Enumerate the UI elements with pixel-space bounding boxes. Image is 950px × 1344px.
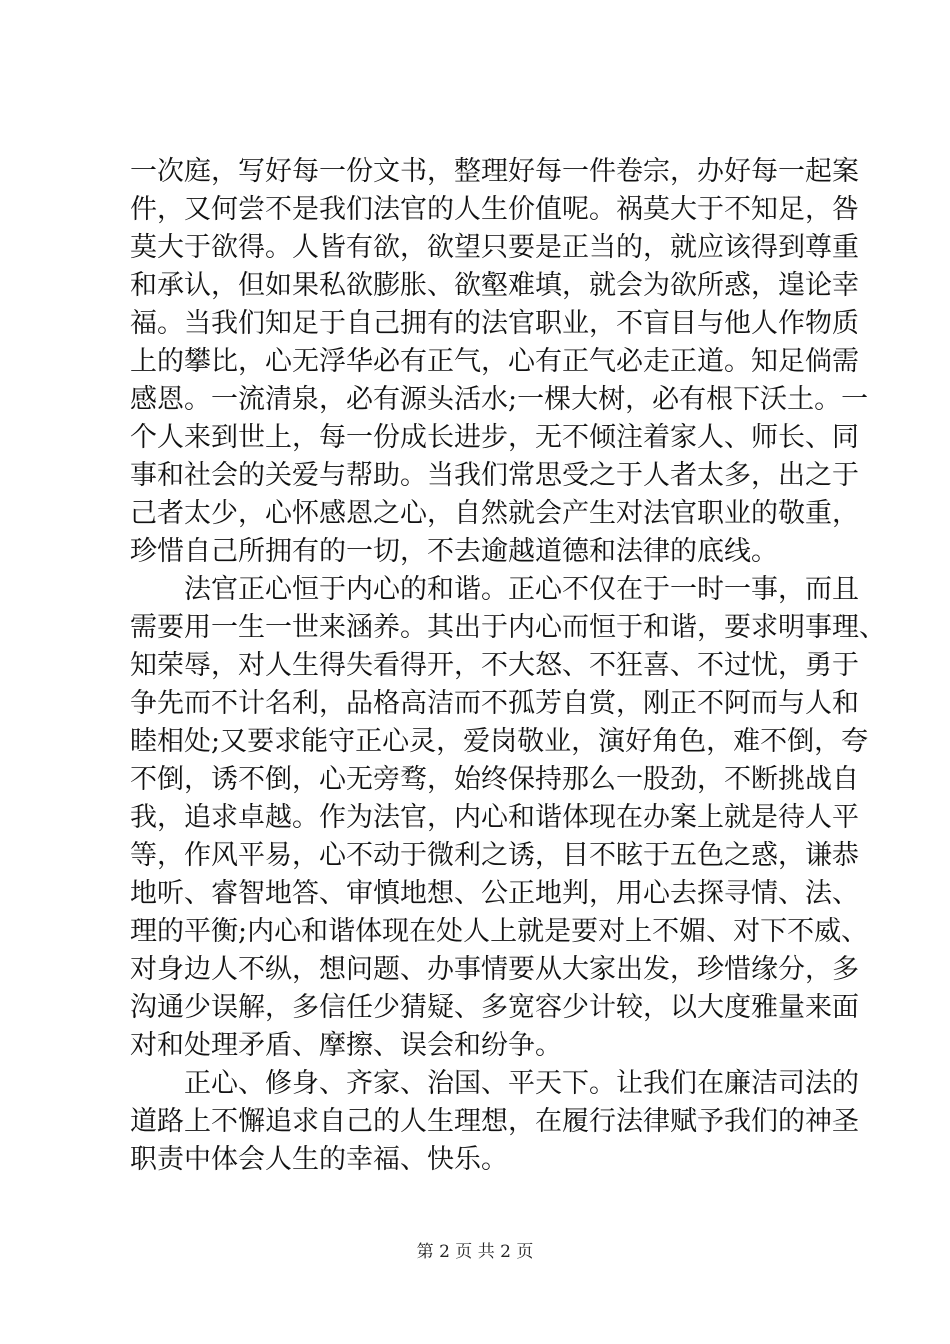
text-line: 对和处理矛盾、摩擦、误会和纷争。 [130,1030,562,1061]
text-line: 事和社会的关爱与帮助。当我们常思受之于人者太多，出之于 [130,460,859,491]
text-line: 感恩。一流清泉，必有源头活水;一棵大树，必有根下沃土。一 [130,384,869,415]
text-line: 正心、修身、齐家、治国、平天下。让我们在廉洁司法的 [130,1068,859,1099]
text-line: 地听、睿智地答、审慎地想、公正地判，用心去探寻情、法、 [130,878,859,909]
text-line: 个人来到世上，每一份成长进步，无不倾注着家人、师长、同 [130,422,859,453]
text-line: 件，又何尝不是我们法官的人生价值呢。祸莫大于不知足，咎 [130,194,859,225]
text-line: 对身边人不纵，想问题、办事情要从大家出发，珍惜缘分，多 [130,954,859,985]
text-line: 职责中体会人生的幸福、快乐。 [130,1144,508,1175]
document-body [130,153,886,1179]
text-line: 沟通少误解，多信任少猜疑、多宽容少计较，以大度雅量来面 [130,992,859,1023]
text-line: 我，追求卓越。作为法官，内心和谐体现在办案上就是待人平 [130,802,859,833]
text-line: 道路上不懈追求自己的人生理想，在履行法律赋予我们的神圣 [130,1106,859,1137]
text-line: 理的平衡;内心和谐体现在处人上就是要对上不媚、对下不威、 [130,916,869,947]
text-line: 等，作风平易，心不动于微利之诱，目不眩于五色之惑，谦恭 [130,840,859,871]
text-line: 上的攀比，心无浮华必有正气，心有正气必走正道。知足倘需 [130,346,859,377]
text-line: 莫大于欲得。人皆有欲，欲望只要是正当的，就应该得到尊重 [130,232,859,263]
text-line: 福。当我们知足于自己拥有的法官职业，不盲目与他人作物质 [130,308,859,339]
text-line: 己者太少，心怀感恩之心，自然就会产生对法官职业的敬重， [130,498,859,529]
text-line: 知荣辱，对人生得失看得开，不大怒、不狂喜、不过忧，勇于 [130,650,859,681]
page-footer: 第 2 页 共 2 页 [416,1242,534,1262]
text-line: 一次庭，写好每一份文书，整理好每一件卷宗，办好每一起案 [130,156,859,187]
text-line: 争先而不计名利，品格高洁而不孤芳自赏，刚正不阿而与人和 [130,688,859,719]
text-line: 睦相处;又要求能守正心灵，爱岗敬业，演好角色，难不倒，夸 [130,726,869,757]
text-line: 珍惜自己所拥有的一切，不去逾越道德和法律的底线。 [130,536,778,567]
text-line: 和承认，但如果私欲膨胀、欲壑难填，就会为欲所惑，遑论幸 [130,270,859,301]
text-line: 需要用一生一世来涵养。其出于内心而恒于和谐，要求明事理、 [130,612,886,643]
text-line: 不倒，诱不倒，心无旁骛，始终保持那么一股劲，不断挑战自 [130,764,859,795]
text-line: 法官正心恒于内心的和谐。正心不仅在于一时一事，而且 [130,574,859,605]
